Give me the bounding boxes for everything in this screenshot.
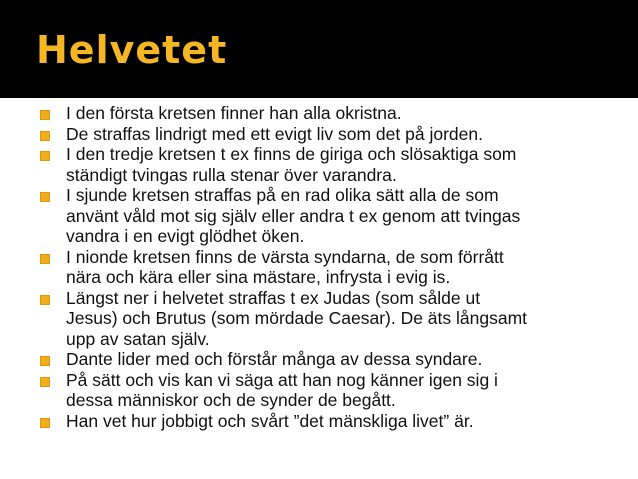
bullet-item-7	[0, 349, 638, 370]
bullet-item-1	[0, 103, 638, 124]
bullet-text: Han vet hur jobbigt och svårt ”det mänskliga livet” är.	[66, 410, 474, 431]
bullet-item-4	[0, 185, 638, 247]
square-bullet-icon	[40, 418, 50, 428]
square-bullet-icon	[40, 295, 50, 305]
square-bullet-icon	[40, 356, 50, 366]
bullet-text: I den tredje kretsen t ex finns de giriga och slösaktiga som ständigt tvingas rulla stenar över varandra.	[66, 144, 517, 185]
slide-title: Helvetet	[36, 28, 228, 72]
bullet-item-9	[0, 411, 638, 432]
bullet-text: Dante lider med och förstår många av dessa syndare.	[66, 349, 483, 369]
square-bullet-icon	[40, 377, 50, 387]
square-bullet-icon	[40, 131, 50, 141]
bullet-item-3	[0, 144, 638, 185]
bullet-text: I den första kretsen finner han alla okristna.	[66, 103, 402, 123]
bullet-text: I nionde kretsen finns de värsta syndarna, de som förrått nära och kära eller sina mästare, infrysta i evig is.	[66, 246, 504, 287]
square-bullet-icon	[40, 110, 50, 120]
bullet-item-8	[0, 370, 638, 411]
bullet-item-2	[0, 124, 638, 145]
title-bar	[0, 0, 638, 98]
bullet-text: I sjunde kretsen straffas på en rad olika sätt alla de som använt våld mot sig själv eller andra t ex genom att tvingas vandra i en evigt glödhet öken.	[66, 185, 521, 246]
bullet-text: Längst ner i helvetet straffas t ex Judas (som sålde ut Jesus) och Brutus (som mördade Caesar). De äts långsamt upp av satan själv.	[66, 287, 528, 349]
square-bullet-icon	[40, 151, 50, 161]
square-bullet-icon	[40, 192, 50, 202]
bullet-item-5	[0, 247, 638, 288]
bullet-text: De straffas lindrigt med ett evigt liv som det på jorden.	[66, 123, 483, 144]
bullet-text: På sätt och vis kan vi säga att han nog känner igen sig i dessa människor och de synder de begått.	[66, 369, 498, 410]
bullet-list	[0, 103, 638, 431]
square-bullet-icon	[40, 254, 50, 264]
bullet-item-6	[0, 288, 638, 350]
